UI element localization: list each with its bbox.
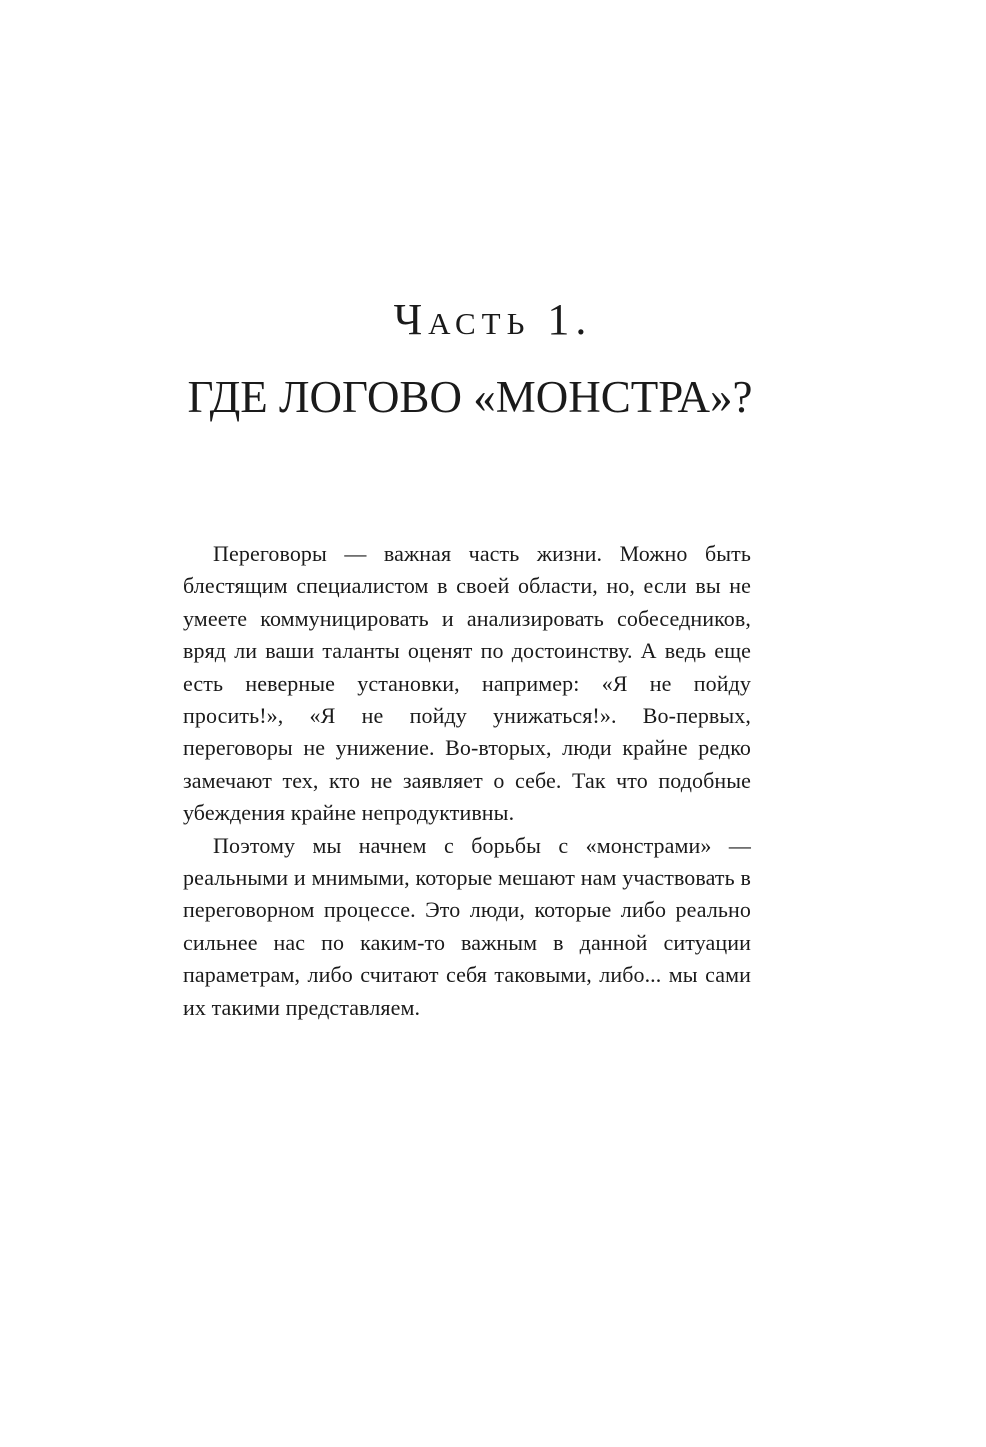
part-label: Часть 1.: [393, 295, 593, 344]
chapter-title: ГДЕ ЛОГОВО «МОНСТРА»?: [187, 372, 753, 422]
paragraph-1: Переговоры — важная часть жизни. Можно быть блестящим специалистом в своей области, но, если вы не умеете коммуницировать и анализировать собеседников, вряд ли ваши таланты оценят по достоинству. А ведь еще есть неверные установки, например: «Я не пойду просить!», «Я не пойду унижаться!». Во-первых, переговоры не унижение. Во-вторых, люди крайне редко замечают тех, кто не заявляет о себе. Так что подобные убеждения крайне непродуктивны.: [183, 541, 751, 826]
body-text: [183, 538, 751, 1024]
paragraph-2: Поэтому мы начнем с борьбы с «монстрами» — реальными и мнимыми, которые мешают нам участвовать в переговорном процессе. Это люди, которые либо реально сильнее нас по каким-то важным в данной ситуации параметрам, либо считают себя таковыми, либо... мы сами их такими представляем.: [183, 832, 751, 1020]
